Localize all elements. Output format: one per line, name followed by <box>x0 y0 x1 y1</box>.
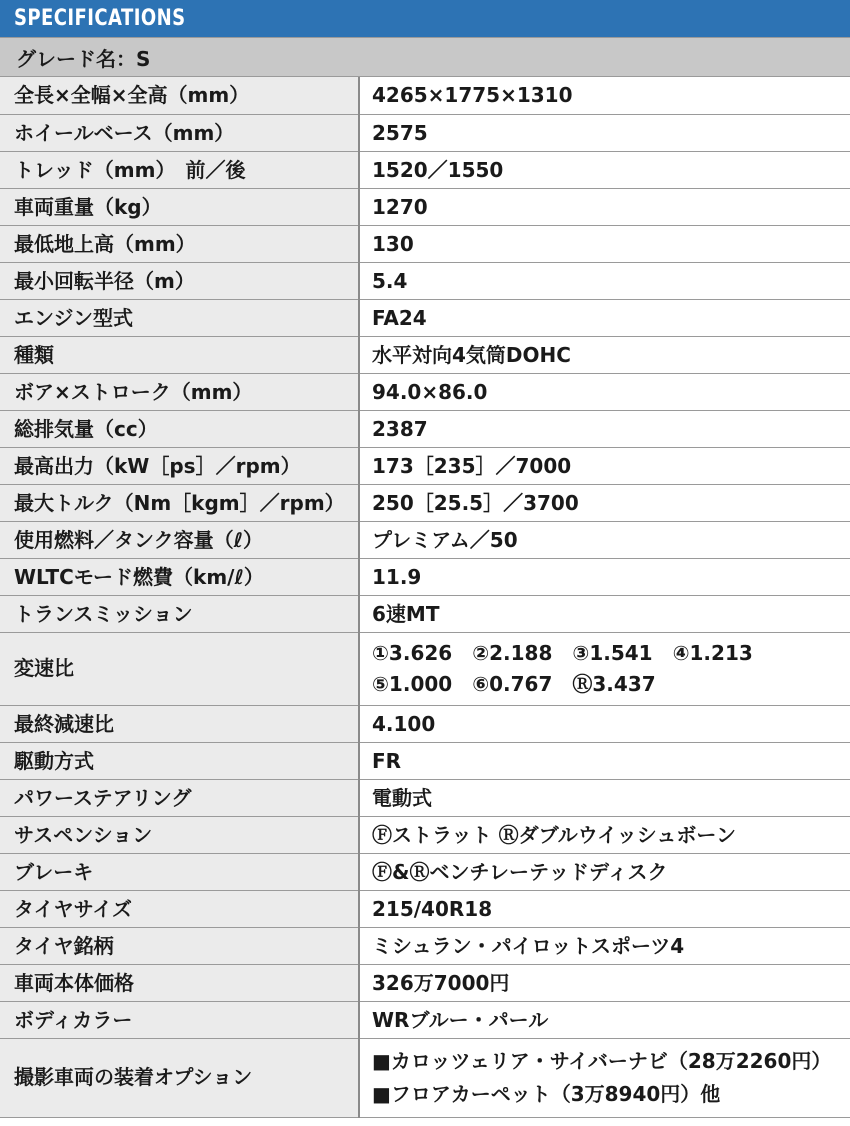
table-row <box>0 705 850 742</box>
table-row <box>0 447 850 484</box>
spec-value: 250［25.5］／3700 <box>359 484 850 521</box>
table-row <box>0 225 850 262</box>
spec-label: 最低地上高（mm） <box>0 225 359 262</box>
table-row <box>0 853 850 890</box>
spec-label: トレッド（mm） 前／後 <box>0 151 359 188</box>
table-row <box>0 890 850 927</box>
spec-value: 電動式 <box>359 779 850 816</box>
table-row <box>0 410 850 447</box>
spec-label: サスペンション <box>0 816 359 853</box>
spec-label: トランスミッション <box>0 595 359 632</box>
table-row <box>0 1001 850 1038</box>
spec-table <box>0 77 850 1118</box>
table-row <box>0 373 850 410</box>
spec-label: 使用燃料／タンク容量（ℓ） <box>0 521 359 558</box>
table-row <box>0 1038 850 1117</box>
spec-label: 撮影車両の装着オプション <box>0 1038 359 1117</box>
table-row <box>0 927 850 964</box>
spec-value: 2387 <box>359 410 850 447</box>
spec-value: FR <box>359 742 850 779</box>
spec-label: タイヤサイズ <box>0 890 359 927</box>
spec-label: ボディカラー <box>0 1001 359 1038</box>
spec-label: 種類 <box>0 336 359 373</box>
spec-value: 4.100 <box>359 705 850 742</box>
spec-value: ■カロッツェリア・サイバーナビ（28万2260円）■フロアカーペット（3万8940円）他 <box>359 1038 850 1117</box>
spec-value: 215/40R18 <box>359 890 850 927</box>
spec-label: 最大トルク（Nm［kgm］／rpm） <box>0 484 359 521</box>
spec-value: ミシュラン・パイロットスポーツ4 <box>359 927 850 964</box>
table-row <box>0 114 850 151</box>
spec-value: Ⓕストラット Ⓡダブルウイッシュボーン <box>359 816 850 853</box>
spec-value: Ⓕ&Ⓡベンチレーテッドディスク <box>359 853 850 890</box>
spec-value: プレミアム／50 <box>359 521 850 558</box>
spec-label: 変速比 <box>0 632 359 705</box>
spec-value: 1270 <box>359 188 850 225</box>
table-row <box>0 964 850 1001</box>
spec-label: ボア×ストローク（mm） <box>0 373 359 410</box>
specifications-header <box>0 0 850 37</box>
table-row <box>0 558 850 595</box>
spec-label: 最終減速比 <box>0 705 359 742</box>
table-row <box>0 595 850 632</box>
table-row <box>0 632 850 705</box>
spec-label: 駆動方式 <box>0 742 359 779</box>
table-row <box>0 262 850 299</box>
spec-label: 車両本体価格 <box>0 964 359 1001</box>
spec-label: パワーステアリング <box>0 779 359 816</box>
spec-label: WLTCモード燃費（km/ℓ） <box>0 558 359 595</box>
table-row <box>0 521 850 558</box>
spec-value: 326万7000円 <box>359 964 850 1001</box>
spec-value: 173［235］／7000 <box>359 447 850 484</box>
specifications-title: SPECIFICATIONS <box>14 6 186 31</box>
table-row <box>0 299 850 336</box>
spec-value: 2575 <box>359 114 850 151</box>
table-row <box>0 484 850 521</box>
spec-value: 130 <box>359 225 850 262</box>
spec-value: 水平対向4気筒DOHC <box>359 336 850 373</box>
spec-label: エンジン型式 <box>0 299 359 336</box>
spec-value: 6速MT <box>359 595 850 632</box>
spec-label: 車両重量（kg） <box>0 188 359 225</box>
table-row <box>0 151 850 188</box>
spec-value: 5.4 <box>359 262 850 299</box>
spec-label: ホイールベース（mm） <box>0 114 359 151</box>
spec-value: 1520／1550 <box>359 151 850 188</box>
spec-label: 全長×全幅×全高（mm） <box>0 77 359 114</box>
spec-label: 最高出力（kW［ps］／rpm） <box>0 447 359 484</box>
spec-label: タイヤ銘柄 <box>0 927 359 964</box>
table-row <box>0 742 850 779</box>
spec-value: ①3.626 ②2.188 ③1.541 ④1.213 ⑤1.000 ⑥0.767 Ⓡ3.437 <box>359 632 850 705</box>
table-row <box>0 816 850 853</box>
table-row <box>0 779 850 816</box>
table-row <box>0 336 850 373</box>
spec-value: 11.9 <box>359 558 850 595</box>
grade-name-row: グレード名：S <box>0 37 850 77</box>
spec-value: 4265×1775×1310 <box>359 77 850 114</box>
spec-label: 総排気量（cc） <box>0 410 359 447</box>
spec-value: 94.0×86.0 <box>359 373 850 410</box>
spec-label: 最小回転半径（m） <box>0 262 359 299</box>
spec-label: ブレーキ <box>0 853 359 890</box>
spec-value: FA24 <box>359 299 850 336</box>
spec-value: WRブルー・パール <box>359 1001 850 1038</box>
table-row <box>0 188 850 225</box>
table-row <box>0 77 850 114</box>
